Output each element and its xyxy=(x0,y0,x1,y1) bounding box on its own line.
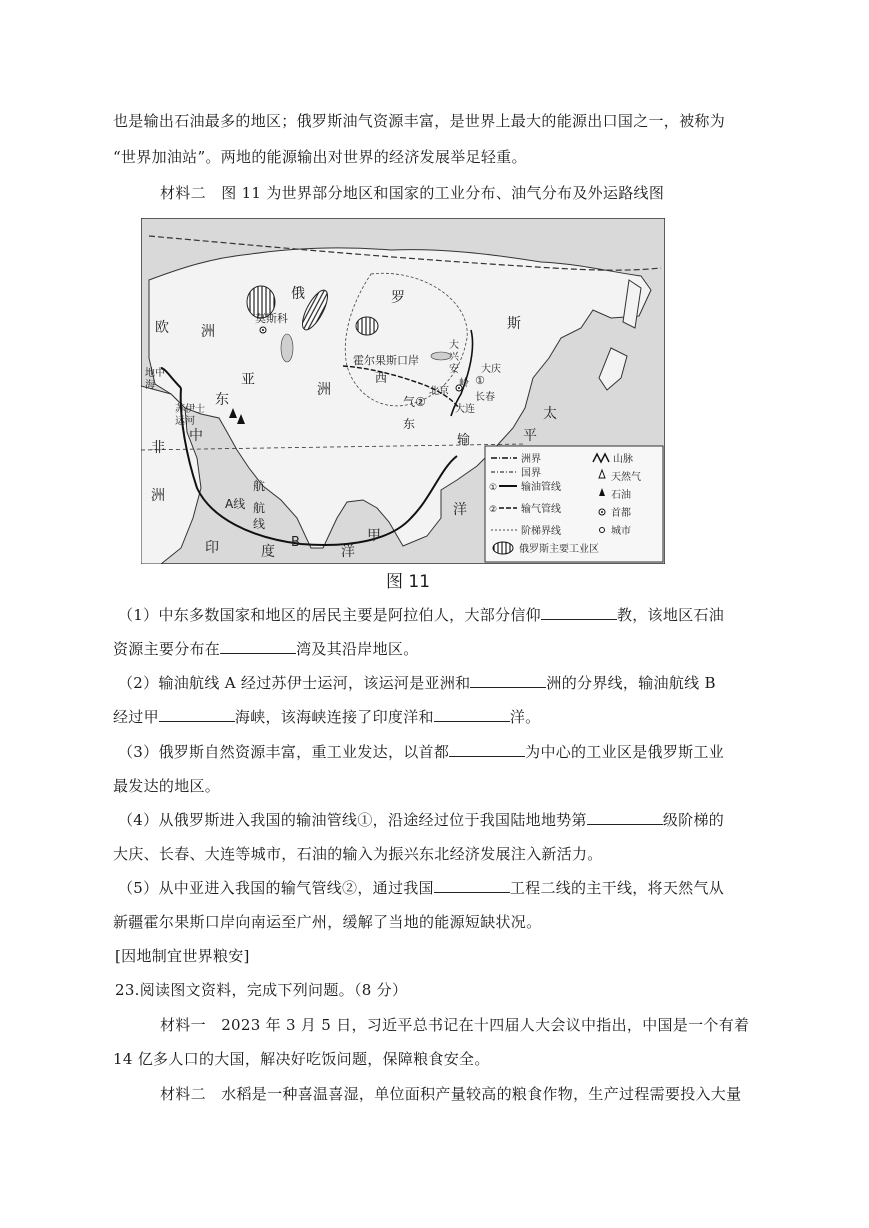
answer-blank[interactable] xyxy=(220,639,296,654)
map-label-jia: 甲 xyxy=(367,528,381,544)
legend-gas-pipeline-symbol: ② xyxy=(489,505,498,515)
question-text: 经过甲 xyxy=(113,708,159,726)
intro-line-2: “世界加油站”。两地的能源输出对世界的经济发展举足轻重。 xyxy=(113,148,527,166)
question-3b xyxy=(113,775,220,796)
answer-blank[interactable] xyxy=(434,707,510,722)
answer-blank[interactable] xyxy=(470,673,546,688)
legend-national-border: 国界 xyxy=(521,468,541,479)
figure-caption: 图 11 xyxy=(386,572,431,592)
industrial-zone-siberia xyxy=(356,317,378,335)
map-label-east: 东 xyxy=(403,417,416,431)
question-text: 级阶梯的 xyxy=(662,811,725,829)
question-4a xyxy=(118,809,724,830)
material1-line-2: 14 亿多人口的大国，解决好吃饭问题，保障粮食安全。 xyxy=(113,1050,490,1068)
map-label-da: 大 xyxy=(449,340,459,351)
legend-oil-pipeline-symbol: ① xyxy=(489,483,498,493)
map-label-asia-2: 洲 xyxy=(317,382,331,398)
question-text: （1）中东多数国家和地区的居民主要是阿拉伯人，大部分信仰 xyxy=(118,606,541,624)
map-label-suez: 苏伊士 xyxy=(175,404,205,415)
map-label-middle: 中 xyxy=(189,428,203,444)
legend-oil-pipeline: 输油管线 xyxy=(521,482,561,493)
question-text: 湾及其沿岸地区。 xyxy=(296,640,419,658)
question-text: （5）从中亚进入我国的输气管线②，通过我国 xyxy=(118,879,434,897)
map-label-moscow: 莫斯科 xyxy=(255,312,288,325)
legend-city-icon xyxy=(600,528,605,533)
legend-step-boundary: 阶梯界线 xyxy=(521,526,561,537)
question-1b xyxy=(113,638,419,659)
map-label-shu: 输 xyxy=(457,433,471,448)
intro-line-1: 也是输出石油最多的地区；俄罗斯油气资源丰富，是世界上最大的能源出口国之一，被称为 xyxy=(113,112,726,130)
map-label-dizhong: 地中 xyxy=(145,368,165,379)
legend-city: 城市 xyxy=(611,526,631,537)
map-label-b: B xyxy=(291,535,300,550)
answer-blank[interactable] xyxy=(434,878,510,893)
question-4b xyxy=(113,843,603,864)
map-label-russia-2: 罗 xyxy=(391,290,405,306)
map-label-xing: 兴 xyxy=(449,352,459,363)
legend-capital: 首都 xyxy=(611,508,631,519)
question-text: 最发达的地区。 xyxy=(113,777,221,795)
map-legend xyxy=(485,446,663,562)
legend-mountain: 山脉 xyxy=(613,454,633,465)
question-text: （2）输油航线 A 经过苏伊士运河，该运河是亚洲和 xyxy=(118,674,471,692)
world-region-map xyxy=(141,218,665,564)
map-label-russia-3: 斯 xyxy=(507,316,521,332)
legend-industrial-zone: 俄罗斯主要工业区 xyxy=(519,544,599,555)
question-text: 教，该地区石油 xyxy=(616,606,725,624)
map-label-indian-3: 洋 xyxy=(341,544,355,560)
map-label-qi: 气 xyxy=(403,395,416,409)
question-text: 洲的分界线，输油航线 B xyxy=(546,674,716,692)
question-23-title: 23.阅读图文资料，完成下列问题。（8 分） xyxy=(115,981,408,999)
question-2b xyxy=(113,706,540,727)
map-label-east2: 东 xyxy=(215,392,229,408)
caspian-sea xyxy=(281,334,293,362)
map-label-russia-1: 俄 xyxy=(291,286,305,302)
map-label-canal: 运河 xyxy=(175,416,195,427)
map-label-pacific-3: 洋 xyxy=(453,502,467,518)
question-text: 洋。 xyxy=(509,708,541,726)
map-label-daqing: 大庆 xyxy=(481,364,501,375)
map-label-ling: 岭 xyxy=(459,378,469,389)
map-label-africa-1: 非 xyxy=(151,440,165,456)
question-text: 大庆、长春、大连等城市，石油的输入为振兴东北经济发展注入新活力。 xyxy=(113,845,603,863)
map-label-west: 西 xyxy=(375,371,388,385)
legend-oil: 石油 xyxy=(611,490,631,501)
map-label-circ2: ② xyxy=(415,395,426,409)
map-label-europe-1: 欧 xyxy=(155,320,169,336)
map-label-an: 安 xyxy=(449,364,459,375)
map-label-pacific-2: 平 xyxy=(523,428,537,444)
material2-heading: 材料二 图 11 为世界部分地区和国家的工业分布、油气分布及外运路线图 xyxy=(160,184,665,202)
answer-blank[interactable] xyxy=(541,605,617,620)
question-text: 资源主要分布在 xyxy=(113,640,221,658)
answer-blank[interactable] xyxy=(449,742,525,757)
map-label-europe-2: 洲 xyxy=(201,324,215,340)
question-text: （4）从俄罗斯进入我国的输油管线①，沿途经过位于我国陆地地势第 xyxy=(118,811,587,829)
section-title: [因地制宜世界粮安] xyxy=(115,947,250,965)
question-text: 海峡，该海峡连接了印度洋和 xyxy=(234,708,434,726)
question-3a xyxy=(118,741,724,762)
map-label-africa-2: 洲 xyxy=(151,488,165,504)
map-label-hang2: 航 xyxy=(253,501,266,515)
question-text: 为中心的工业区是俄罗斯工业 xyxy=(525,743,725,761)
map-label-changchun: 长春 xyxy=(475,392,495,403)
question-text: 新疆霍尔果斯口岸向南运至广州，缓解了当地的能源短缺状况。 xyxy=(113,913,542,931)
map-label-asia-1: 亚 xyxy=(241,372,255,388)
map-label-beijing: 北京 xyxy=(429,386,449,397)
map-label-pacific-1: 太 xyxy=(543,406,557,422)
legend-continent-border: 洲界 xyxy=(521,454,541,465)
map-label-circ1: ① xyxy=(475,374,485,387)
question-text: （3）俄罗斯自然资源丰富，重工业发达，以首都 xyxy=(118,743,450,761)
question-5b xyxy=(113,911,541,932)
material2b-line-1: 材料二 水稻是一种喜温喜湿，单位面积产量较高的粮食作物，生产过程需要投入大量 xyxy=(160,1085,742,1103)
lake xyxy=(431,352,451,360)
map-label-a-line: A线 xyxy=(225,497,246,511)
question-1a xyxy=(118,604,724,625)
material1-line-1: 材料一 2023 年 3 月 5 日，习近平总书记在十四届人大会议中指出，中国是一个有着 xyxy=(160,1016,750,1034)
question-5a xyxy=(118,877,724,898)
map-label-indian-2: 度 xyxy=(261,544,275,560)
answer-blank[interactable] xyxy=(587,810,663,825)
legend-industrial-zone-swatch xyxy=(493,542,513,554)
question-2a xyxy=(118,672,716,693)
map-label-xian2: 线 xyxy=(253,517,266,531)
legend-natural-gas: 天然气 xyxy=(611,472,641,483)
map-figure xyxy=(141,218,665,564)
map-label-dalian: 大连 xyxy=(455,404,475,415)
map-label-hai: 海 xyxy=(145,380,155,391)
map-label-indian-1: 印 xyxy=(205,540,219,556)
map-label-hang: 航 xyxy=(253,479,266,493)
question-text: 工程二线的主干线，将天然气从 xyxy=(509,879,725,897)
answer-blank[interactable] xyxy=(159,707,235,722)
map-label-horgos: 霍尔果斯口岸 xyxy=(353,354,419,367)
legend-gas-pipeline: 输气管线 xyxy=(521,504,561,515)
